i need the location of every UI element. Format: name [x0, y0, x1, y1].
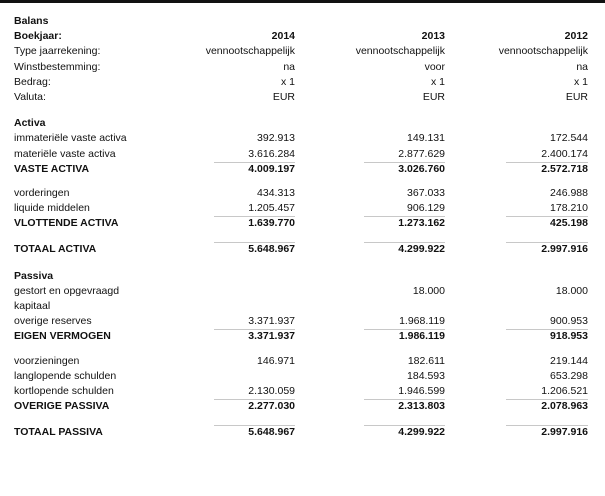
row-value: 2.877.629 [398, 147, 445, 160]
row-value: 367.033 [407, 186, 445, 199]
row-value: 2.997.916 [541, 426, 588, 439]
meta-value: vennootschappelijk [498, 45, 588, 58]
subtotal-row-vlottende-activa [14, 216, 588, 231]
row-value: 3.371.937 [248, 315, 295, 328]
year-header-row [14, 29, 588, 44]
table-row [14, 201, 588, 216]
meta-value: x 1 [280, 75, 295, 88]
table-row [14, 131, 588, 146]
table-row-continuation [14, 299, 582, 314]
row-label: voorzieningen [14, 354, 80, 367]
meta-value: x 1 [430, 75, 445, 88]
row-label: materiële vaste activa [14, 147, 116, 160]
row-value: 906.129 [407, 202, 445, 215]
row-value: 18.000 [555, 284, 588, 297]
top-border [0, 0, 605, 3]
row-value: 1.986.119 [398, 330, 445, 343]
table-row [14, 354, 588, 369]
row-label: TOTAAL PASSIVA [14, 426, 103, 439]
meta-value: vennootschappelijk [205, 45, 295, 58]
table-row [14, 384, 588, 399]
table-row [14, 314, 588, 329]
row-value: 1.946.599 [398, 384, 445, 397]
row-label: OVERIGE PASSIVA [14, 400, 110, 413]
year-2014: 2014 [271, 30, 295, 43]
meta-label: Valuta: [14, 90, 46, 103]
row-value: 2.313.803 [398, 400, 445, 413]
year-header-label: Boekjaar: [14, 30, 62, 43]
row-value: 184.593 [407, 369, 445, 382]
row-value: 149.131 [407, 132, 445, 145]
subtotal-row-eigen-vermogen [14, 329, 588, 344]
row-label: vorderingen [14, 186, 70, 199]
row-value: 1.968.119 [399, 315, 445, 328]
row-label: VLOTTENDE ACTIVA [14, 217, 119, 230]
meta-value: x 1 [573, 75, 588, 88]
subtotal-row-overige-passiva [14, 399, 588, 414]
row-value: 434.313 [257, 186, 295, 199]
row-value: 2.997.916 [541, 243, 588, 256]
row-value: 1.205.457 [248, 202, 295, 215]
activa-heading: Activa [14, 117, 46, 130]
row-value: 1.273.162 [398, 217, 445, 230]
row-label-continuation: kapitaal [14, 300, 51, 312]
row-value: 3.371.937 [248, 330, 295, 343]
row-value: 5.648.967 [248, 243, 295, 256]
row-value: 918.953 [550, 330, 588, 343]
row-value: 182.611 [407, 354, 445, 367]
meta-value: vennootschappelijk [355, 45, 445, 58]
section-heading-passiva [14, 269, 582, 284]
balance-title-text: Balans [14, 15, 49, 27]
row-label: liquide middelen [14, 202, 90, 215]
row-label: EIGEN VERMOGEN [14, 330, 111, 343]
meta-value: EUR [422, 90, 445, 103]
meta-row [14, 60, 588, 75]
row-value: 2.572.718 [541, 162, 588, 175]
row-label: immateriële vaste activa [14, 132, 127, 145]
table-row [14, 147, 588, 162]
row-label: overige reserves [14, 315, 92, 328]
table-row [14, 186, 588, 201]
row-value: 219.144 [550, 354, 588, 367]
balance-title [14, 14, 582, 29]
section-heading-activa [14, 116, 582, 131]
spacer [14, 414, 582, 425]
meta-label: Type jaarrekening: [14, 45, 101, 58]
row-value: 425.198 [550, 217, 588, 230]
row-label: TOTAAL ACTIVA [14, 243, 97, 256]
meta-value: voor [424, 60, 445, 73]
meta-value: na [283, 60, 295, 73]
table-row [14, 369, 588, 384]
meta-value: EUR [565, 90, 588, 103]
passiva-heading: Passiva [14, 269, 54, 282]
spacer [14, 345, 582, 354]
total-row-activa [14, 242, 588, 257]
row-value: 1.206.521 [541, 384, 588, 397]
row-value: 2.400.174 [541, 147, 588, 160]
row-value: 246.988 [550, 186, 588, 199]
year-2013: 2013 [421, 30, 445, 43]
spacer [14, 105, 582, 116]
table-row [14, 284, 588, 299]
total-row-passiva [14, 425, 588, 440]
row-label: VASTE ACTIVA [14, 162, 90, 175]
row-value: 3.026.760 [398, 162, 445, 175]
row-value: 4.299.922 [398, 426, 445, 439]
row-value: 1.639.770 [248, 217, 295, 230]
balance-sheet [14, 14, 588, 441]
row-value: 4.009.197 [248, 162, 295, 175]
year-2012: 2012 [564, 30, 588, 43]
meta-label: Winstbestemming: [14, 60, 101, 73]
row-label: gestort en opgevraagd [14, 284, 120, 297]
spacer [14, 258, 582, 269]
row-value: 2.277.030 [248, 400, 295, 413]
row-value: 653.298 [550, 369, 588, 382]
meta-value: EUR [272, 90, 295, 103]
row-value: 2.078.963 [541, 400, 588, 413]
row-value: 392.913 [257, 132, 295, 145]
row-value: 3.616.284 [248, 147, 295, 160]
meta-label: Bedrag: [14, 75, 51, 88]
row-value: 900.953 [550, 315, 588, 328]
row-value: 2.130.059 [248, 384, 295, 397]
row-value: 172.544 [550, 132, 588, 145]
row-label: kortlopende schulden [14, 384, 114, 397]
row-value: 5.648.967 [248, 426, 295, 439]
meta-row [14, 75, 588, 90]
row-value: 146.971 [257, 354, 295, 367]
meta-row [14, 44, 588, 59]
row-value: 4.299.922 [398, 243, 445, 256]
spacer [14, 231, 582, 242]
spacer [14, 177, 582, 186]
meta-row [14, 90, 588, 105]
subtotal-row-vaste-activa [14, 162, 588, 177]
row-value: 18.000 [412, 284, 445, 297]
row-value: 178.210 [550, 202, 588, 215]
meta-value: na [576, 60, 588, 73]
row-label: langlopende schulden [14, 369, 117, 382]
